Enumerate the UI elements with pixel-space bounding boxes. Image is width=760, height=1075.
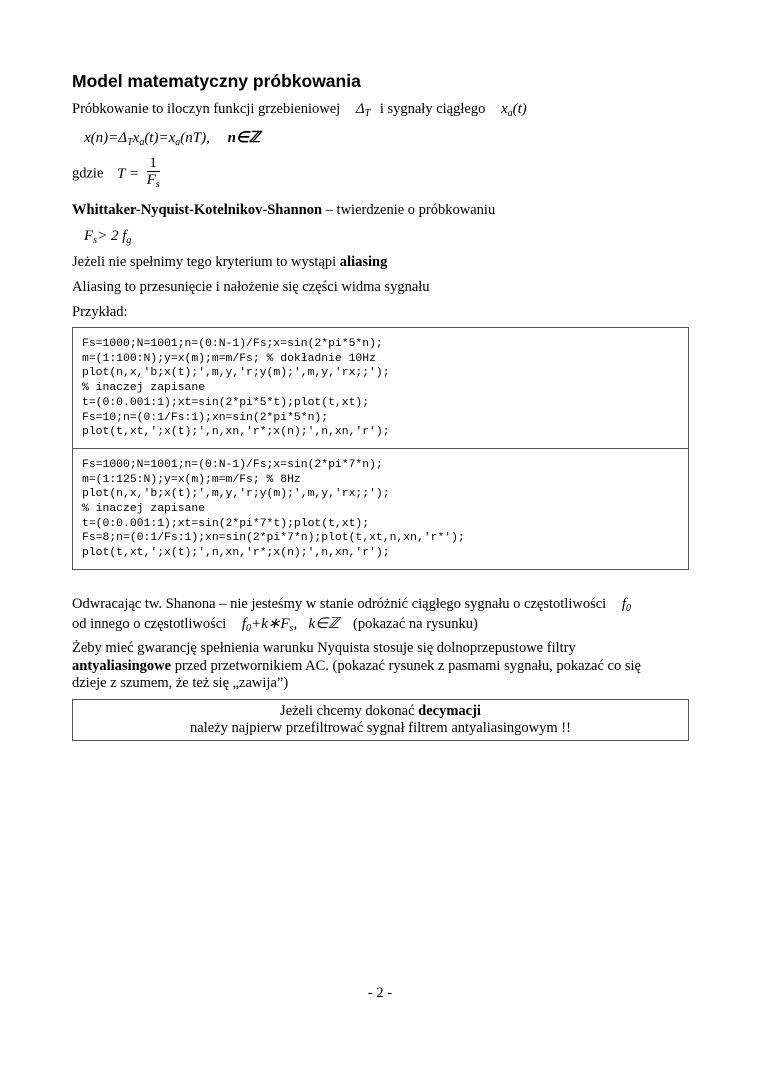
note-line-2: należy najpierw przefiltrować sygnał filtrem antyaliasingowym !!	[190, 720, 571, 736]
code-block-1: Fs=1000;N=1001;n=(0:N-1)/Fs;x=sin(2*pi*5*n); m=(1:100:N);y=x(m);m=m/Fs; % dokładnie 10Hz plot(n,x,'b;x(t);',m,y,'r;y(m);',m,y,'rx;;'); % inaczej zapisane t=(0:0.001:1);xt=sin(2*pi*5*t);plot(t,xt); Fs=10;n=(0:1/Fs:1);xn=sin(2*pi*5*n); plot(t,xt,';x(t);',n,xn,'r*;x(n);',n,xn,'r');	[82, 338, 390, 439]
cond-sub2: g	[126, 235, 132, 246]
note-line-1-bold: decymacji	[418, 703, 481, 719]
note-line-1	[73, 703, 688, 720]
page-number: - 2 -	[367, 985, 393, 1001]
xa-arg: (t)	[512, 101, 527, 117]
theorem-line	[72, 202, 495, 219]
expr-mid: +k∗F	[251, 616, 290, 632]
intro-text-1: Próbkowanie to iloczyn funkcji grzebieniowej	[72, 101, 341, 117]
shannon-note: (pokazać na rysunku)	[352, 616, 478, 632]
nyquist-line-1: Żeby mieć gwarancję spełnienia warunku Nyquista stosuje się dolnoprzepustowe filtry	[72, 640, 576, 656]
cond-mid: > 2 f	[97, 228, 127, 244]
nyquist-paragraph	[72, 640, 692, 693]
code-box	[72, 327, 689, 570]
delta-sub: T	[364, 108, 371, 119]
where-label: gdzie	[72, 165, 104, 182]
aliasing-para-2: Aliasing to przesunięcie i nałożenie się części widma sygnału	[72, 279, 430, 295]
xa-symbol	[501, 101, 527, 117]
delta-symbol	[356, 101, 370, 117]
shannon-line-1	[72, 596, 631, 614]
nyquist-bold: antyaliasingowe	[72, 657, 172, 674]
delta-sym: Δ	[355, 101, 365, 117]
cond-sub1: s	[93, 235, 98, 246]
formula-mid2: (t)=x	[144, 130, 176, 146]
where-fraction	[147, 155, 160, 193]
aliasing-para-1	[72, 254, 387, 271]
where-lhs: T =	[117, 165, 139, 182]
example-label: Przykład:	[72, 304, 128, 320]
xa-sub: a	[507, 108, 513, 119]
alias-expression	[242, 616, 340, 632]
formula-sub-t: T	[127, 137, 133, 148]
frac-den-sub: s	[155, 179, 160, 190]
formula-sub-a1: a	[139, 137, 145, 148]
nyquist-line-2	[72, 658, 692, 676]
formula-rhs: (nT),	[180, 130, 210, 146]
formula-set: n∈ℤ	[227, 130, 261, 146]
formula-sub-a2: a	[175, 137, 181, 148]
sampling-formula	[84, 128, 260, 148]
expr-sub2: s	[289, 623, 294, 634]
section-heading: Model matematyczny próbkowania	[72, 71, 361, 91]
intro-text-2: i sygnały ciągłego	[379, 101, 486, 117]
frac-denominator	[147, 172, 160, 193]
shannon-text-1: Odwracając tw. Shanona – nie jesteśmy w stanie odróżnić ciągłego sygnału o częstotliwości	[72, 596, 607, 612]
f0-sym: f	[621, 596, 626, 612]
f0-sub: 0	[626, 603, 631, 614]
expr-set: , k∈ℤ	[293, 616, 340, 632]
formula-lhs: x(n)=Δ	[84, 130, 128, 146]
aliasing-bold: aliasing	[339, 254, 388, 270]
frac-numerator: 1	[147, 155, 160, 172]
code-block-2: Fs=1000;N=1001;n=(0:N-1)/Fs;x=sin(2*pi*7*n); m=(1:125:N);y=x(m);m=m/Fs; % 8Hz plot(n,x,'b;x(t);',m,y,'r;y(m);',m,y,'rx;;'); % inaczej zapisane t=(0:0.001:1);xt=sin(2*pi*7*t);plot(t,xt); Fs=8;n=(0:1/Fs:1);xn=sin(2*pi*7*n);plot(t,xt,n,xn,'r*'); plot(t,xt,';x(t);',n,xn,'r*;x(n);',n,xn,'r');	[73, 448, 688, 569]
theorem-desc: – twierdzenie o próbkowaniu	[322, 202, 496, 218]
note-line-1-pre: Jeżeli chcemy dokonać	[280, 703, 419, 719]
frac-den-sym: F	[146, 172, 156, 188]
nyquist-condition	[84, 228, 131, 246]
xa-sym: x	[500, 101, 508, 117]
theorem-name: Whittaker-Nyquist-Kotelnikov-Shannon	[72, 202, 323, 218]
decimation-note-box	[72, 699, 689, 741]
nyquist-line-2-rest: przed przetwornikiem AC. (pokazać rysunek z pasmami sygnału, pokazać co się	[171, 657, 641, 674]
nyquist-line-3: dzieje z szumem, że też się „zawija”)	[72, 675, 289, 691]
where-line	[72, 155, 160, 193]
shannon-line-2	[72, 614, 478, 634]
cond-lhs: F	[84, 228, 94, 244]
shannon-text-2: od innego o częstotliwości	[72, 616, 227, 632]
f0-symbol	[622, 596, 631, 612]
aliasing-text: Jeżeli nie spełnimy tego kryterium to wystąpi	[72, 254, 340, 270]
expr-f: f	[241, 616, 247, 632]
expr-sub: 0	[246, 623, 252, 634]
formula-mid: x	[132, 130, 140, 146]
intro-line	[72, 101, 527, 119]
